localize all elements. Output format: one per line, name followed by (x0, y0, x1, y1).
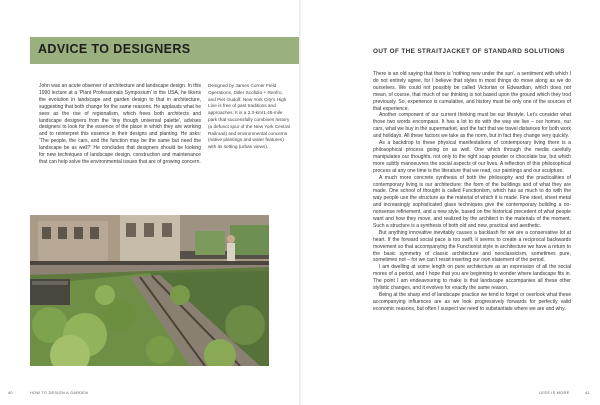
high-line-photo (30, 215, 269, 366)
left-running-footer: HOW TO DESIGN A GARDEN (30, 391, 89, 395)
body-paragraph: Being at the sharp end of landscape practice we tend to forget or overlook what these accompanying influences are as we look progressively forwards for perfectly valid economic reasons, but often I suspect we need to substantiate where we are and why. (373, 292, 571, 312)
body-paragraph: I am dwelling at some length on pure architecture as an expression of all the social mores of a period, and I hope that you are beginning to wonder where landscape fits in. The point I am endeavouring to make is that landscape accompanies all these other stylistic changes, and it evolves for exactly the same reason. (373, 264, 571, 292)
photo-caption: Designed by James Corner Field Operations, Diller Scofidio + Renfro, and Piet Oudolf, New York City’s High Line is free of past traditions and approaches. It is a 2.3-km/1.45-mile park that successfully combines history (a defunct spur of the New York Central Railroad) and environmental concerns (native plantings and water features) with its setting (urban views). (208, 83, 290, 150)
right-running-footer: LESS IS MORE (539, 391, 570, 395)
body-paragraph: A much more concrete synthesis of both the philosophy and the practicalities of contemporary living is our architecture: the form of the buildings and of what they are made. One school of thought is called Functionism, which has as much to do with the way people use the structure as the material of which it is made. Fine steel, sheet metal and increasingly sophisticated glass techniques give the contemporary building a no-nonsense refinement, and a new style, based on the historical precedent of what people want and how they move, and realized by the architect in the materials of the moment. Such a structure is a synthesis of both old and new, practical and aesthetic. (373, 174, 571, 229)
intro-paragraph: John was an acute observer of architecture and landscape design. In this 1990 lecture at a ‘Plant Professionals Symposium’ in the USA, he likens the evolution in landscape and garden design to that in architecture, suggesting that both change for the same reasons. He applauds what he sees as the rise of regionalism, which frees both architects and landscape designers from the ‘tiny though universal palette’, advises designers to look for the essence of the place in which they are working and to reinterpret this essence in their designs and planting. He asks: ‘The people, the cars, and the function may be the same but need the landscape be as well?’ He concludes that designers should be looking for new techniques of landscape design, construction and maintenance that can help solve the environmental issues that are of growing concern. (39, 83, 201, 165)
essay-body (373, 71, 571, 313)
body-paragraph: As a backdrop to these physical manifestations of contemporary living there is a philosophical process going on as well. One which through the media carefully manipulates our thoughts, not only to the right soap powder or chocolate bar, but which more subtly manoeuvres the social aspects of our lives. A reflection of this philosophical process at any one time is the literature that we read, our paintings and our sculpture. (373, 140, 571, 174)
left-page-number: 40 (8, 391, 13, 395)
banner-title: ADVICE TO DESIGNERS (38, 42, 191, 56)
section-banner (30, 37, 299, 64)
section-heading: OUT OF THE STRAITJACKET OF STANDARD SOLUTIONS (373, 48, 565, 55)
body-paragraph: But anything innovative inevitably causes a backlash for we are a conservative lot at heart. If the forward social pace is too swift, it seems to create a reciprocal backwards movement so that accompanying the Functionist style in architecture we have a return to the basic symmetry of classic architecture and neoclassicism, sometimes pure, sometimes not – for we can’t resist inserting our own statement of the period. (373, 229, 571, 264)
page-gutter (299, 0, 301, 405)
body-paragraph: There is an old saying that there is ‘nothing new under the sun’, a sentiment with which I do not entirely agree, for I believe that styles in most things do move along as we do ourselves. We could not possibly be called Victorian or Edwardian, which does not mean, of course, that much of our thinking is not based upon the ground which they trod previously. So, experience is cumulative, and history must be only one of the sources of that experience. (373, 71, 571, 112)
body-paragraph: Another component of our current thinking must be our lifestyle. Let’s consider what those two words encompass. It has a lot to do with the way we live – our homes, our cars, what we buy in the supermarket, and the fact that we travel distances for both work and holidays. All these factors we take as the norm, but in fact they change very quickly. (373, 112, 571, 140)
right-page-number: 41 (585, 391, 590, 395)
